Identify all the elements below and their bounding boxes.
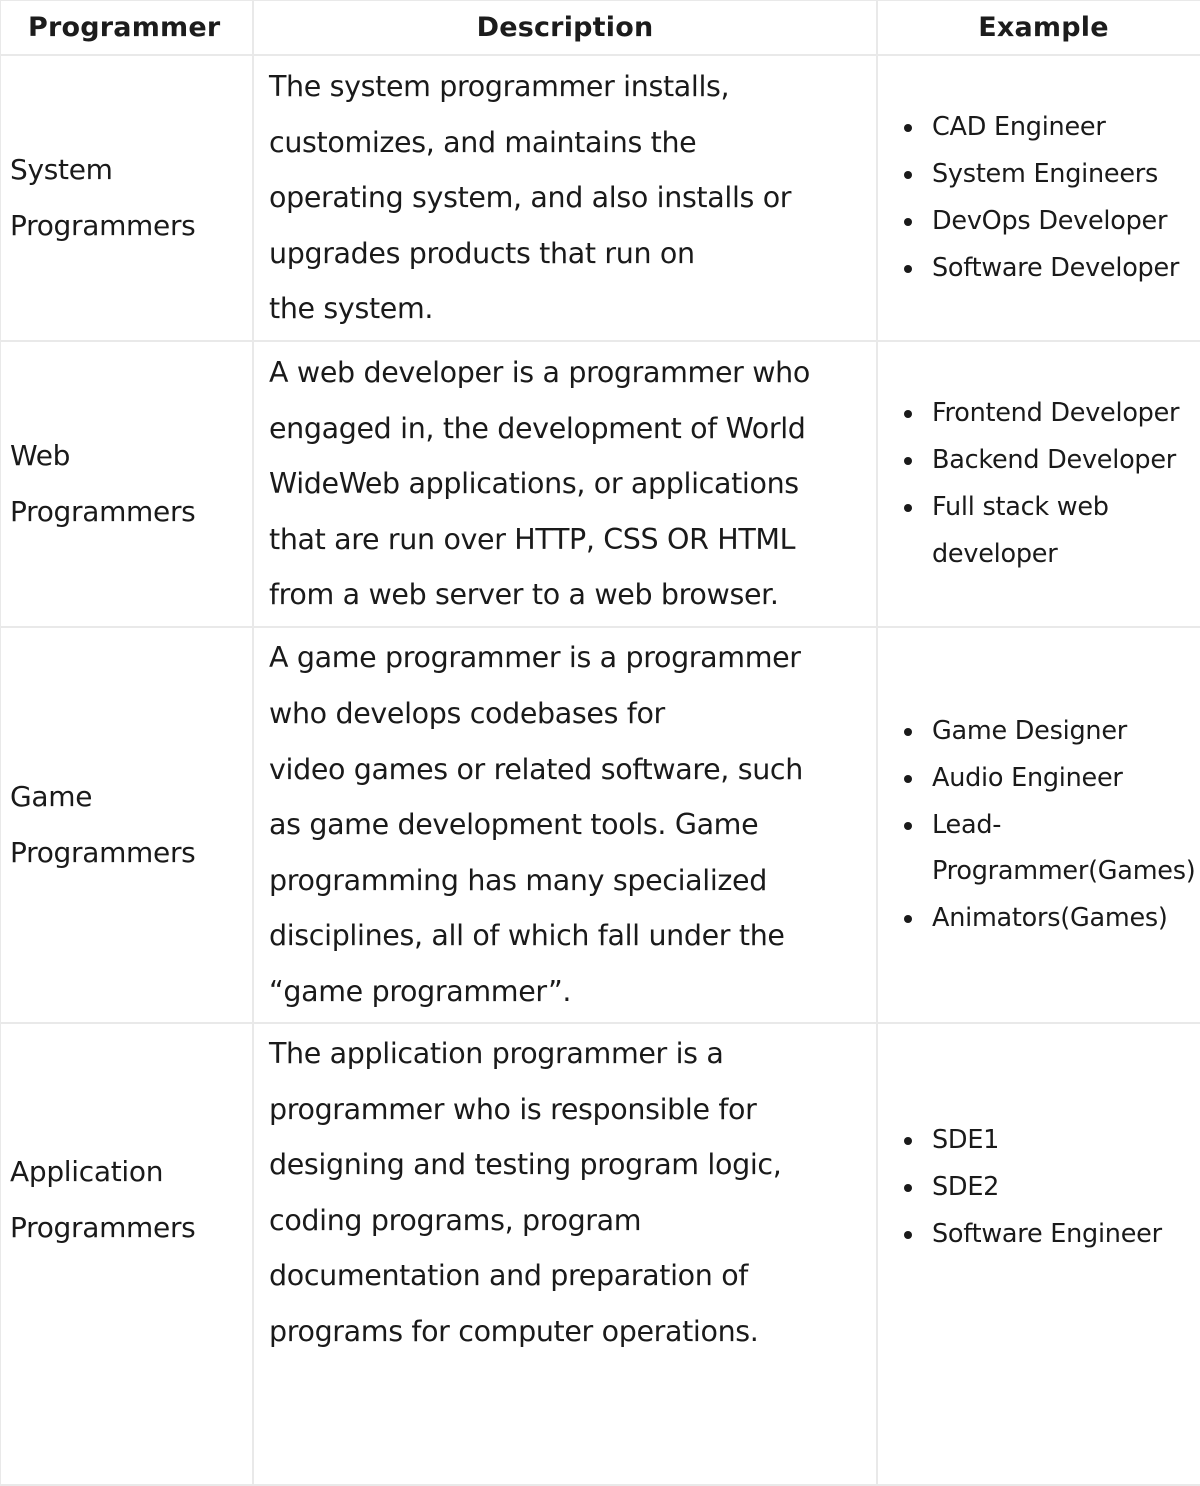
table-row-web-programmers: [0, 341, 1200, 627]
programmer-name-line: Programmers: [10, 209, 196, 242]
description-line: customizes, and maintains the: [269, 125, 697, 159]
example-item: Game Designer: [932, 708, 1200, 755]
programmer-name-cell: [0, 55, 253, 341]
example-item: System Engineers: [932, 151, 1200, 198]
table-row-application-programmers: [0, 1023, 1200, 1485]
example-item: Lead-Programmer(Games): [932, 802, 1200, 896]
example-item: Backend Developer: [932, 437, 1200, 484]
description-line: designing and testing program logic,: [269, 1148, 782, 1182]
example-item: Animators(Games): [932, 895, 1200, 942]
header-description: Description: [253, 0, 877, 55]
example-item: DevOps Developer: [932, 198, 1200, 245]
example-list: [896, 708, 1200, 942]
description-cell: [253, 627, 877, 1023]
programmer-name-line: Web: [10, 439, 71, 472]
example-cell: [877, 55, 1200, 341]
description-line: engaged in, the development of World: [269, 411, 806, 445]
example-list: [896, 390, 1200, 577]
description-line: programming has many specialized: [269, 863, 767, 897]
description-line: disciplines, all of which fall under the: [269, 919, 785, 953]
example-cell: [877, 1023, 1200, 1485]
description-cell: [253, 341, 877, 627]
example-list: [896, 1117, 1200, 1257]
example-item: CAD Engineer: [932, 104, 1200, 151]
example-cell: [877, 341, 1200, 627]
description-line: that are run over HTTP, CSS OR HTML: [269, 522, 796, 556]
example-list: [896, 104, 1200, 291]
description-line: A game programmer is a programmer: [269, 641, 801, 675]
table-row-system-programmers: [0, 55, 1200, 341]
description-line: “game programmer”.: [269, 974, 572, 1008]
table-header: [0, 0, 1200, 55]
programmer-name-line: Application: [10, 1155, 164, 1188]
programmer-name-cell: [0, 627, 253, 1023]
programmer-name-cell: [0, 341, 253, 627]
example-item: Frontend Developer: [932, 390, 1200, 437]
description-line: The system programmer installs,: [269, 70, 730, 104]
description-cell: [253, 55, 877, 341]
programmer-name-line: Game: [10, 780, 93, 813]
description-line: documentation and preparation of: [269, 1259, 748, 1293]
example-item: SDE2: [932, 1164, 1200, 1211]
header-programmer: Programmer: [0, 0, 253, 55]
description-line: WideWeb applications, or applications: [269, 467, 799, 501]
description-line: A web developer is a programmer who: [269, 356, 810, 390]
example-item: SDE1: [932, 1117, 1200, 1164]
description-cell: [253, 1023, 877, 1485]
example-item: Software Developer: [932, 245, 1200, 292]
example-cell: [877, 627, 1200, 1023]
description-line: video games or related software, such: [269, 752, 803, 786]
programmer-name-line: Programmers: [10, 1211, 196, 1244]
header-row: [0, 0, 1200, 55]
description-line: The application programmer is a: [269, 1037, 724, 1070]
programmer-name-line: Programmers: [10, 836, 196, 869]
example-item: Software Engineer: [932, 1211, 1200, 1258]
description-line: coding programs, program: [269, 1203, 642, 1237]
description-line: operating system, and also installs or: [269, 181, 792, 215]
description-line: the system.: [269, 292, 434, 326]
description-line: programmer who is responsible for: [269, 1092, 757, 1126]
example-item: Audio Engineer: [932, 755, 1200, 802]
header-example: Example: [877, 0, 1200, 55]
example-item: Full stack web developer: [932, 484, 1200, 578]
description-line: who develops codebases for: [269, 697, 665, 731]
description-line: programs for computer operations.: [269, 1314, 759, 1348]
table-body: [0, 55, 1200, 1485]
programmer-name-cell: [0, 1023, 253, 1485]
description-line: upgrades products that run on: [269, 236, 695, 270]
programmer-name-line: System: [10, 153, 113, 186]
description-line: as game development tools. Game: [269, 808, 759, 842]
table-row-game-programmers: [0, 627, 1200, 1023]
programmer-name-line: Programmers: [10, 495, 196, 528]
description-line: from a web server to a web browser.: [269, 578, 779, 612]
